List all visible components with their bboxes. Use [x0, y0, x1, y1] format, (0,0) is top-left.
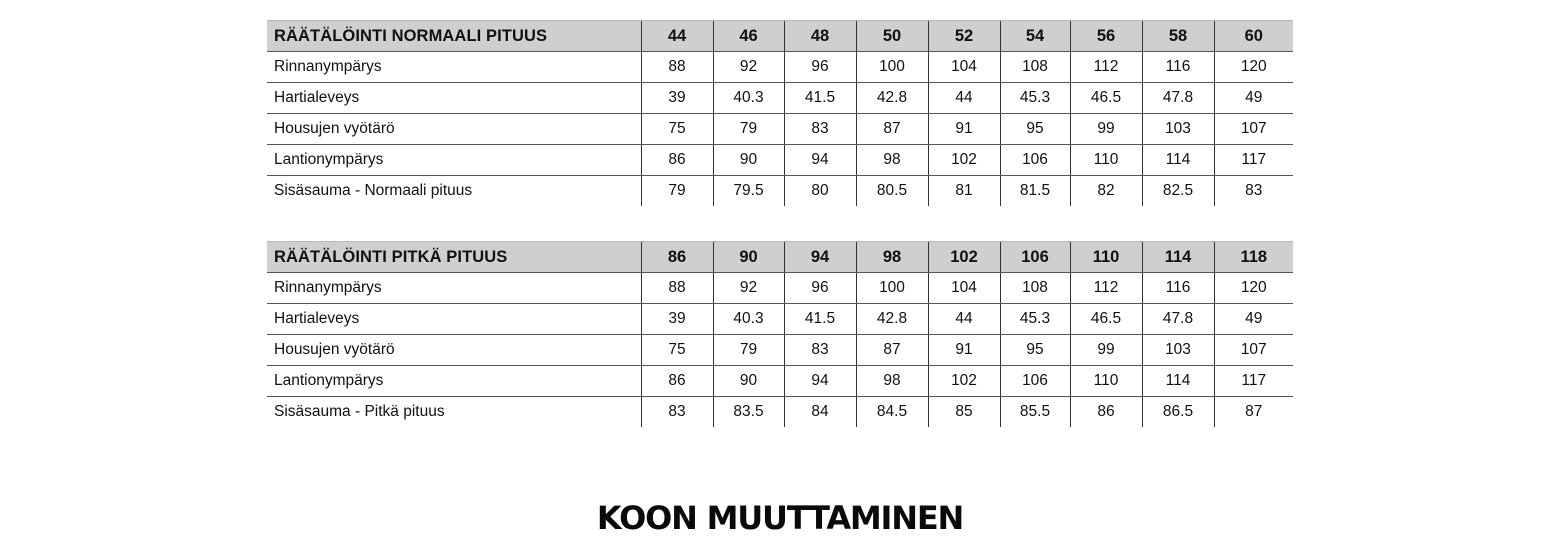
measurement-value: 81 [928, 176, 1000, 207]
measurement-value: 86 [641, 366, 713, 397]
measurement-value: 87 [856, 114, 928, 145]
measurement-value: 40.3 [713, 83, 784, 114]
table-row [267, 176, 1293, 207]
size-header: 90 [713, 242, 784, 273]
measurement-value: 46.5 [1070, 83, 1142, 114]
measurement-value: 79 [713, 114, 784, 145]
measurement-value: 81.5 [1000, 176, 1070, 207]
size-header: 44 [641, 21, 713, 52]
measurement-value: 112 [1070, 52, 1142, 83]
measurement-label: Hartialeveys [267, 83, 641, 114]
measurement-value: 99 [1070, 335, 1142, 366]
measurement-value: 83.5 [713, 397, 784, 428]
measurement-value: 42.8 [856, 304, 928, 335]
measurement-value: 94 [784, 366, 856, 397]
measurement-value: 39 [641, 83, 713, 114]
size-header: 98 [856, 242, 928, 273]
measurement-value: 99 [1070, 114, 1142, 145]
size-header: 52 [928, 21, 1000, 52]
measurement-value: 107 [1214, 114, 1293, 145]
measurement-value: 98 [856, 366, 928, 397]
measurement-label: Rinnanympärys [267, 273, 641, 304]
measurement-value: 92 [713, 52, 784, 83]
measurement-value: 102 [928, 366, 1000, 397]
measurement-value: 44 [928, 304, 1000, 335]
measurement-value: 49 [1214, 304, 1293, 335]
measurement-value: 94 [784, 145, 856, 176]
measurement-value: 88 [641, 273, 713, 304]
measurement-value: 41.5 [784, 83, 856, 114]
section-heading: KOON MUUTTAMINEN [596, 499, 964, 537]
measurement-value: 114 [1142, 366, 1214, 397]
measurement-value: 40.3 [713, 304, 784, 335]
measurement-value: 108 [1000, 52, 1070, 83]
measurement-value: 86 [1070, 397, 1142, 428]
size-header: 48 [784, 21, 856, 52]
size-header: 56 [1070, 21, 1142, 52]
measurement-value: 104 [928, 52, 1000, 83]
measurement-value: 100 [856, 273, 928, 304]
measurement-value: 84 [784, 397, 856, 428]
measurement-value: 41.5 [784, 304, 856, 335]
size-header: 94 [784, 242, 856, 273]
measurement-value: 103 [1142, 335, 1214, 366]
measurement-value: 39 [641, 304, 713, 335]
size-header: 102 [928, 242, 1000, 273]
measurement-value: 47.8 [1142, 304, 1214, 335]
table-title: RÄÄTÄLÖINTI PITKÄ PITUUS [267, 242, 641, 273]
measurement-value: 45.3 [1000, 304, 1070, 335]
size-header: 118 [1214, 242, 1293, 273]
size-header: 60 [1214, 21, 1293, 52]
measurement-value: 45.3 [1000, 83, 1070, 114]
size-table-long-length [267, 241, 1293, 427]
measurement-value: 75 [641, 114, 713, 145]
measurement-value: 79 [713, 335, 784, 366]
measurement-value: 114 [1142, 145, 1214, 176]
measurement-value: 49 [1214, 83, 1293, 114]
measurement-value: 83 [784, 335, 856, 366]
table-row [267, 366, 1293, 397]
measurement-value: 110 [1070, 145, 1142, 176]
measurement-value: 96 [784, 273, 856, 304]
measurement-value: 75 [641, 335, 713, 366]
table-row [267, 114, 1293, 145]
measurement-value: 83 [1214, 176, 1293, 207]
measurement-value: 107 [1214, 335, 1293, 366]
size-header: 46 [713, 21, 784, 52]
measurement-value: 100 [856, 52, 928, 83]
table-row [267, 52, 1293, 83]
measurement-value: 108 [1000, 273, 1070, 304]
measurement-value: 90 [713, 366, 784, 397]
measurement-value: 117 [1214, 145, 1293, 176]
measurement-label: Housujen vyötärö [267, 335, 641, 366]
measurement-value: 85 [928, 397, 1000, 428]
measurement-value: 80.5 [856, 176, 928, 207]
size-header: 54 [1000, 21, 1070, 52]
measurement-value: 103 [1142, 114, 1214, 145]
measurement-value: 46.5 [1070, 304, 1142, 335]
measurement-value: 82 [1070, 176, 1142, 207]
measurement-value: 83 [641, 397, 713, 428]
measurement-value: 82.5 [1142, 176, 1214, 207]
measurement-value: 85.5 [1000, 397, 1070, 428]
measurement-label: Hartialeveys [267, 304, 641, 335]
measurement-value: 44 [928, 83, 1000, 114]
measurement-value: 98 [856, 145, 928, 176]
measurement-label: Sisäsauma - Pitkä pituus [274, 403, 445, 420]
table-header-row [267, 21, 1293, 52]
measurement-value: 47.8 [1142, 83, 1214, 114]
measurement-value: 90 [713, 145, 784, 176]
size-header: 86 [641, 242, 713, 273]
measurement-value: 120 [1214, 52, 1293, 83]
measurement-value: 112 [1070, 273, 1142, 304]
size-header: 58 [1142, 21, 1214, 52]
table-row [267, 397, 1293, 428]
measurement-value: 80 [784, 176, 856, 207]
table-header-row [267, 242, 1293, 273]
measurement-label: Lantionympärys [267, 145, 641, 176]
measurement-value: 116 [1142, 273, 1214, 304]
measurement-label: Sisäsauma - Normaali pituus [274, 182, 473, 199]
measurement-value: 42.8 [856, 83, 928, 114]
size-header: 114 [1142, 242, 1214, 273]
measurement-value: 86 [641, 145, 713, 176]
table-row [267, 273, 1293, 304]
size-table-normal-length [267, 20, 1293, 206]
measurement-label: Rinnanympärys [267, 52, 641, 83]
table-row [267, 304, 1293, 335]
measurement-value: 84.5 [856, 397, 928, 428]
measurement-value: 79 [641, 176, 713, 207]
measurement-value: 87 [1214, 397, 1293, 428]
table-title: RÄÄTÄLÖINTI NORMAALI PITUUS [267, 21, 641, 52]
measurement-value: 92 [713, 273, 784, 304]
measurement-value: 86.5 [1142, 397, 1214, 428]
size-header: 110 [1070, 242, 1142, 273]
measurement-value: 91 [928, 114, 1000, 145]
measurement-value: 120 [1214, 273, 1293, 304]
measurement-value: 104 [928, 273, 1000, 304]
measurement-label: Housujen vyötärö [267, 114, 641, 145]
measurement-value: 96 [784, 52, 856, 83]
measurement-value: 116 [1142, 52, 1214, 83]
measurement-value: 83 [784, 114, 856, 145]
measurement-value: 87 [856, 335, 928, 366]
table-row [267, 335, 1293, 366]
measurement-value: 110 [1070, 366, 1142, 397]
measurement-label: Lantionympärys [267, 366, 641, 397]
table-row [267, 83, 1293, 114]
measurement-value: 102 [928, 145, 1000, 176]
size-header: 106 [1000, 242, 1070, 273]
measurement-value: 91 [928, 335, 1000, 366]
measurement-value: 79.5 [713, 176, 784, 207]
measurement-value: 117 [1214, 366, 1293, 397]
measurement-value: 88 [641, 52, 713, 83]
measurement-value: 95 [1000, 114, 1070, 145]
measurement-value: 106 [1000, 366, 1070, 397]
table-row [267, 145, 1293, 176]
measurement-value: 95 [1000, 335, 1070, 366]
measurement-value: 106 [1000, 145, 1070, 176]
size-header: 50 [856, 21, 928, 52]
